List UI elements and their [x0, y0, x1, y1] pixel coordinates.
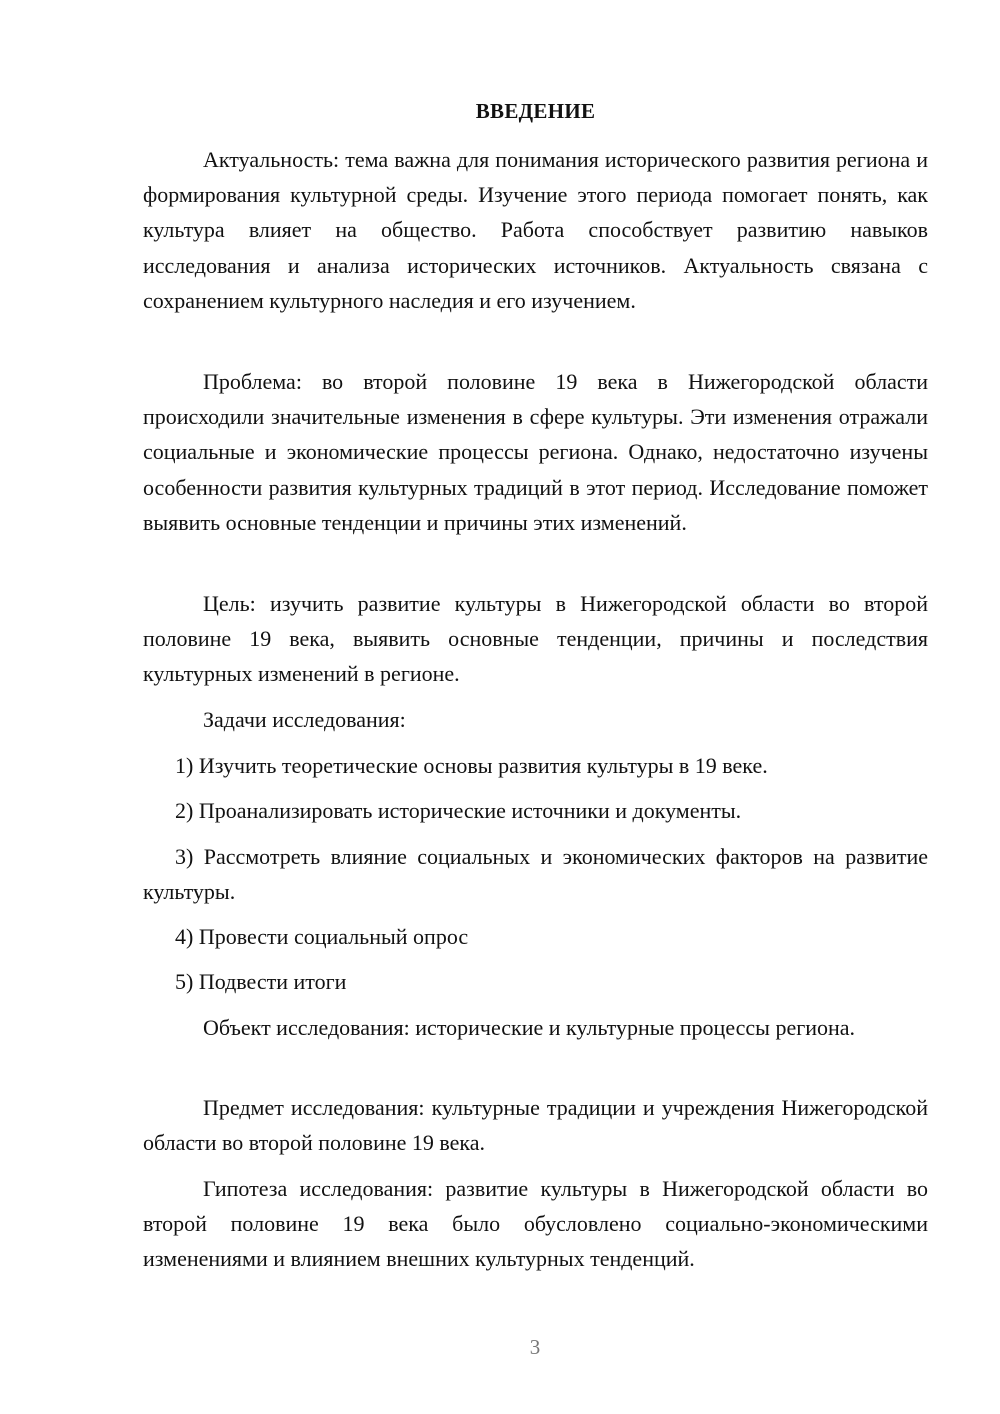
task-item-5: 5) Подвести итоги [175, 969, 347, 994]
subject-paragraph: Предмет исследования: культурные традиции и учреждения Нижегородской области во второй половине 19 века. [143, 1095, 928, 1156]
object-paragraph: Объект исследования: исторические и культурные процессы региона. [203, 1015, 856, 1040]
page-title: ВВЕДЕНИЕ [475, 99, 596, 123]
task-item-3: 3) Рассмотреть влияние социальных и экономических факторов на развитие культуры. [143, 844, 928, 905]
goal-paragraph: Цель: изучить развитие культуры в Нижегородской области во второй половине 19 века, выявить основные тенденции, причины и последствия культурных изменений в регионе. [143, 591, 928, 687]
page-number: 3 [529, 1335, 541, 1359]
relevance-paragraph: Актуальность: тема важна для понимания исторического развития региона и формирования культурной среды. Изучение этого периода помогает понять, как культура влияет на общество. Работа способствует развитию навыков исследования и анализа исторических источников. Актуальность связана с сохранением культурного наследия и его изучением. [143, 147, 928, 313]
tasks-heading: Задачи исследования: [203, 707, 406, 732]
problem-paragraph: Проблема: во второй половине 19 века в Нижегородской области происходили значительные изменения в сфере культуры. Эти изменения отражали социальные и экономические процессы региона. Однако, недостаточно изучены особенности развития культурных традиций в этот период. Исследование поможет выявить основные тенденции и причины этих изменений. [143, 369, 928, 535]
task-item-2: 2) Проанализировать исторические источники и документы. [175, 798, 742, 823]
hypothesis-paragraph: Гипотеза исследования: развитие культуры в Нижегородской области во второй половине 19 века было обусловлено социально-экономическими изменениями и влиянием внешних культурных тенденций. [143, 1176, 928, 1272]
task-item-1: 1) Изучить теоретические основы развития культуры в 19 веке. [175, 753, 768, 778]
task-item-4: 4) Провести социальный опрос [175, 924, 469, 949]
